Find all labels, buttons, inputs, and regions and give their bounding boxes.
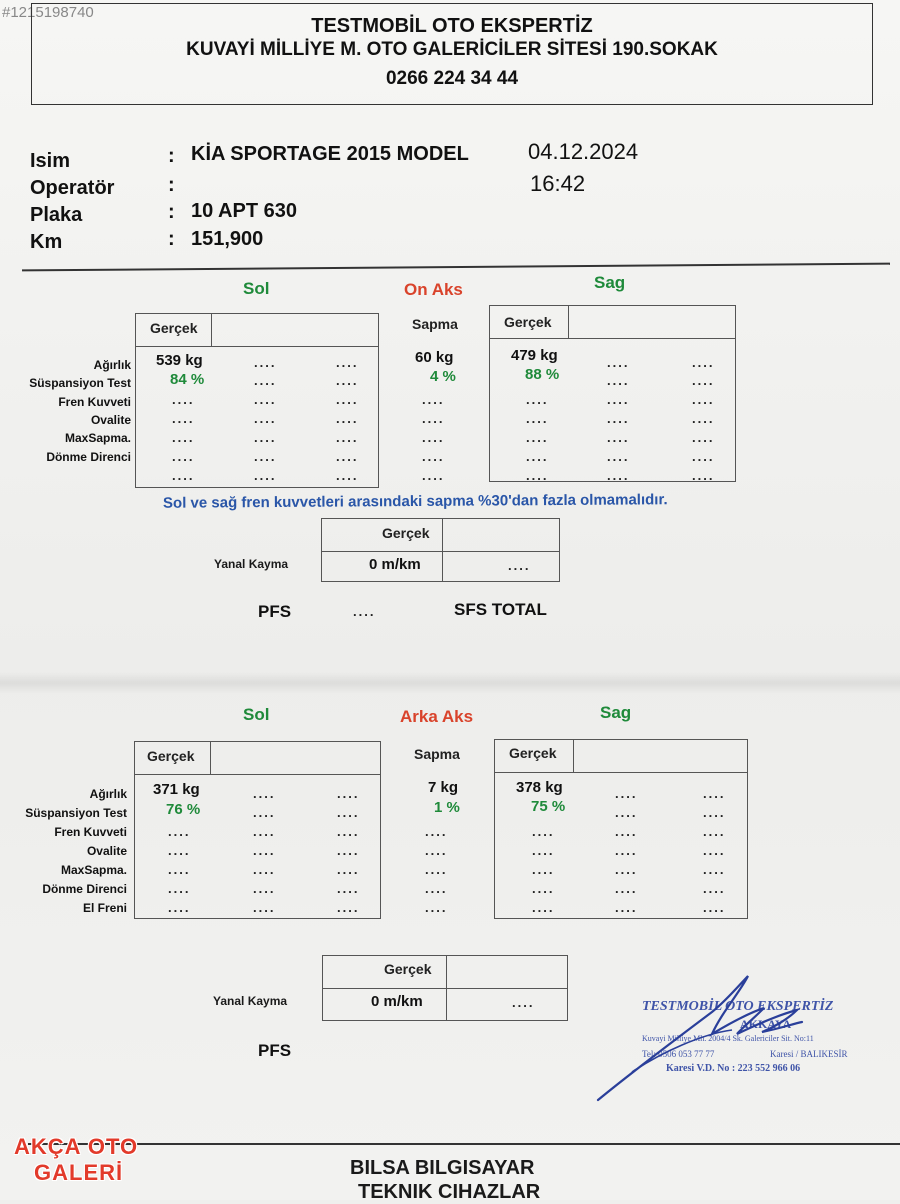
placeholder-dots: .... [168, 862, 191, 877]
front-sapma-weight: 60 kg [415, 349, 454, 366]
placeholder-dots: .... [425, 881, 448, 896]
front-sfs-label: SFS TOTAL [454, 600, 547, 619]
isim-colon: : [168, 145, 175, 167]
placeholder-dots: .... [692, 468, 715, 483]
rear-sapma-susp: 1 % [434, 799, 460, 816]
stamp-line-4: Tel: 0506 053 77 77 [642, 1049, 715, 1059]
front-row-maxsapma: MaxSapma. [64, 431, 131, 445]
km-label: Km [30, 231, 63, 253]
placeholder-dots: .... [336, 411, 359, 426]
placeholder-dots: .... [615, 843, 638, 858]
rear-right-weight: 378 kg [516, 779, 563, 796]
front-pfs-placeholder: .... [353, 604, 376, 619]
rear-axle-title: Arka Aks [400, 707, 474, 726]
placeholder-dots: .... [253, 805, 276, 820]
placeholder-dots: .... [692, 449, 715, 464]
placeholder-dots: .... [254, 468, 277, 483]
front-axle-title: On Aks [404, 280, 463, 299]
rear-row-fren: Fren Kuvveti [54, 825, 127, 839]
rear-yanal-value: 0 m/km [371, 993, 423, 1010]
front-right-susp: 88 % [525, 366, 560, 383]
placeholder-dots: .... [168, 843, 191, 858]
placeholder-dots: .... [336, 355, 359, 370]
placeholder-dots: .... [703, 862, 726, 877]
operator-label: Operatör [30, 177, 115, 199]
front-left-weight: 539 kg [156, 352, 203, 369]
plaka-colon: : [168, 201, 175, 223]
placeholder-dots: .... [692, 392, 715, 407]
placeholder-dots: .... [254, 355, 277, 370]
placeholder-dots: .... [703, 824, 726, 839]
rear-row-agirlik: Ağırlık [89, 787, 127, 801]
stamp-line-6: Karesi V.D. No : 223 552 966 06 [666, 1063, 801, 1074]
placeholder-dots: .... [253, 786, 276, 801]
placeholder-dots: .... [692, 355, 715, 370]
rear-right-susp: 75 % [531, 798, 566, 815]
footer-line-2: TEKNIK CIHAZLAR [358, 1181, 541, 1203]
rear-left-susp: 76 % [166, 801, 201, 818]
rear-left-title: Sol [243, 705, 270, 724]
placeholder-dots: .... [336, 430, 359, 445]
front-right-col-header: Gerçek [504, 314, 552, 330]
stamp-line-1: TESTMOBİL OTO EKSPERTİZ [642, 999, 834, 1014]
placeholder-dots: .... [425, 862, 448, 877]
logo-line-2: GALERİ [34, 1160, 124, 1185]
placeholder-dots: .... [615, 805, 638, 820]
footer-divider [28, 1143, 900, 1145]
front-yanal-header: Gerçek [382, 525, 430, 541]
rear-row-suspansiyon: Süspansiyon Test [25, 806, 127, 820]
placeholder-dots: .... [254, 373, 277, 388]
placeholder-dots: .... [337, 843, 360, 858]
front-yanal-placeholder: .... [508, 558, 531, 573]
placeholder-dots: .... [254, 449, 277, 464]
placeholder-dots: .... [425, 843, 448, 858]
front-pfs-label: PFS [258, 602, 292, 621]
placeholder-dots: .... [526, 430, 549, 445]
placeholder-dots: .... [615, 824, 638, 839]
front-sapma-header: Sapma [412, 316, 458, 332]
watermark-id: #1215198740 [2, 4, 94, 21]
plaka-value: 10 APT 630 [191, 200, 297, 222]
front-yanal-value: 0 m/km [369, 556, 421, 573]
placeholder-dots: .... [607, 468, 630, 483]
rear-pfs-label: PFS [258, 1041, 292, 1060]
placeholder-dots: .... [172, 392, 195, 407]
placeholder-dots: .... [253, 843, 276, 858]
front-left-susp: 84 % [170, 371, 205, 388]
rear-yanal-header: Gerçek [384, 961, 432, 977]
signature-scribble [592, 972, 862, 1102]
report-time: 16:42 [530, 171, 586, 196]
placeholder-dots: .... [336, 392, 359, 407]
placeholder-dots: .... [692, 373, 715, 388]
stamp-line-2: AKKAYA [740, 1017, 792, 1031]
rear-row-donme: Dönme Direnci [42, 882, 127, 896]
rear-sapma-header: Sapma [414, 746, 460, 762]
placeholder-dots: .... [532, 843, 555, 858]
placeholder-dots: .... [425, 900, 448, 915]
placeholder-dots: .... [692, 411, 715, 426]
front-sapma-susp: 4 % [430, 368, 456, 385]
placeholder-dots: .... [607, 430, 630, 445]
rear-yanal-table [322, 955, 568, 1021]
placeholder-dots: .... [253, 862, 276, 877]
company-address: KUVAYİ MİLLİYE M. OTO GALERİCİLER SİTESİ 190.SOKAK [186, 39, 718, 60]
placeholder-dots: .... [615, 881, 638, 896]
placeholder-dots: .... [168, 900, 191, 915]
placeholder-dots: .... [422, 468, 445, 483]
km-value: 151,900 [191, 228, 264, 250]
stamp-line-5: Karesi / BALIKESİR [770, 1049, 848, 1059]
placeholder-dots: .... [607, 355, 630, 370]
rear-left-col-header: Gerçek [147, 748, 195, 764]
placeholder-dots: .... [422, 449, 445, 464]
placeholder-dots: .... [703, 805, 726, 820]
operator-colon: : [168, 174, 175, 196]
rear-row-maxsapma: MaxSapma. [60, 863, 127, 877]
front-row-fren: Fren Kuvveti [58, 395, 131, 409]
placeholder-dots: .... [422, 430, 445, 445]
placeholder-dots: .... [703, 843, 726, 858]
paper-fold [0, 672, 900, 694]
report-date: 04.12.2024 [528, 139, 639, 164]
front-right-title: Sag [594, 273, 626, 292]
placeholder-dots: .... [253, 881, 276, 896]
placeholder-dots: .... [692, 430, 715, 445]
rear-yanal-label: Yanal Kayma [213, 994, 288, 1008]
company-name: TESTMOBİL OTO EKSPERTİZ [311, 15, 593, 37]
rear-row-ovalite: Ovalite [86, 844, 127, 858]
placeholder-dots: .... [253, 900, 276, 915]
placeholder-dots: .... [172, 449, 195, 464]
placeholder-dots: .... [532, 824, 555, 839]
placeholder-dots: .... [703, 900, 726, 915]
dealer-logo [14, 1134, 142, 1190]
placeholder-dots: .... [425, 824, 448, 839]
front-brake-note: Sol ve sağ fren kuvvetleri arasındaki sapma %30'dan fazla olmamalıdır. [162, 491, 668, 512]
placeholder-dots: .... [526, 468, 549, 483]
front-yanal-label: Yanal Kayma [214, 557, 289, 571]
placeholder-dots: .... [337, 900, 360, 915]
rear-right-col-header: Gerçek [509, 745, 557, 761]
placeholder-dots: .... [703, 881, 726, 896]
placeholder-dots: .... [172, 411, 195, 426]
rear-yanal-placeholder: .... [512, 995, 535, 1010]
placeholder-dots: .... [254, 430, 277, 445]
placeholder-dots: .... [172, 430, 195, 445]
placeholder-dots: .... [336, 449, 359, 464]
placeholder-dots: .... [336, 468, 359, 483]
placeholder-dots: .... [422, 411, 445, 426]
front-left-title: Sol [243, 279, 270, 298]
placeholder-dots: .... [168, 881, 191, 896]
placeholder-dots: .... [615, 862, 638, 877]
placeholder-dots: .... [607, 411, 630, 426]
rear-right-title: Sag [600, 703, 632, 722]
placeholder-dots: .... [254, 392, 277, 407]
placeholder-dots: .... [337, 805, 360, 820]
stamp-line-3: Kuvayi Milliye Mh. 2004/4 Sk. Galericiler Sit. No:11 [642, 1034, 814, 1043]
company-stamp [592, 972, 862, 1102]
front-row-ovalite: Ovalite [90, 413, 131, 427]
placeholder-dots: .... [607, 392, 630, 407]
placeholder-dots: .... [615, 786, 638, 801]
placeholder-dots: .... [253, 824, 276, 839]
placeholder-dots: .... [532, 862, 555, 877]
front-left-col-header: Gerçek [150, 320, 198, 336]
logo-line-1: AKÇA OTO [14, 1134, 139, 1159]
placeholder-dots: .... [168, 824, 191, 839]
placeholder-dots: .... [526, 411, 549, 426]
rear-left-weight: 371 kg [153, 781, 200, 798]
placeholder-dots: .... [337, 786, 360, 801]
company-phone: 0266 224 34 44 [385, 68, 519, 89]
placeholder-dots: .... [532, 900, 555, 915]
isim-value: KİA SPORTAGE 2015 MODEL [191, 143, 469, 165]
rear-sapma-weight: 7 kg [428, 779, 459, 796]
placeholder-dots: .... [532, 881, 555, 896]
placeholder-dots: .... [337, 862, 360, 877]
placeholder-dots: .... [337, 824, 360, 839]
placeholder-dots: .... [526, 392, 549, 407]
isim-label: Isim [30, 150, 71, 172]
placeholder-dots: .... [526, 449, 549, 464]
placeholder-dots: .... [607, 373, 630, 388]
front-row-suspansiyon: Süspansiyon Test [29, 376, 131, 390]
placeholder-dots: .... [703, 786, 726, 801]
placeholder-dots: .... [172, 468, 195, 483]
placeholder-dots: .... [336, 373, 359, 388]
front-row-agirlik: Ağırlık [93, 358, 131, 372]
placeholder-dots: .... [615, 900, 638, 915]
front-row-donme: Dönme Direnci [46, 450, 131, 464]
placeholder-dots: .... [254, 411, 277, 426]
front-right-weight: 479 kg [511, 347, 558, 364]
placeholder-dots: .... [422, 392, 445, 407]
header-box [31, 3, 873, 105]
footer-line-1: BILSA BILGISAYAR [350, 1157, 535, 1179]
km-colon: : [168, 228, 175, 250]
placeholder-dots: .... [607, 449, 630, 464]
placeholder-dots: .... [337, 881, 360, 896]
rear-row-elfreni: El Freni [82, 901, 127, 915]
plaka-label: Plaka [30, 204, 83, 226]
